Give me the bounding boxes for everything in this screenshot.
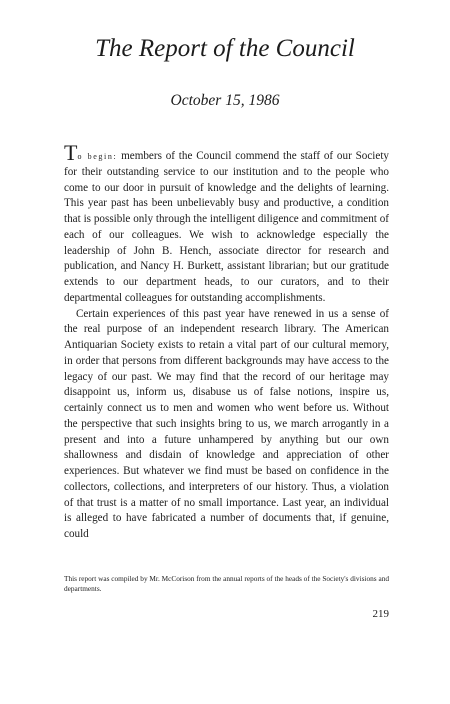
report-title: The Report of the Council: [95, 35, 355, 62]
footnote: This report was compiled by Mr. McCorison from the annual reports of the heads of the Society's divisions and departments.: [64, 574, 389, 593]
lead-in-small-caps: o begin:: [77, 152, 118, 161]
page-number: 219: [372, 608, 389, 620]
drop-cap: T: [64, 140, 78, 165]
report-body: [64, 140, 390, 543]
paragraph-1-text: members of the Council commend the staff of our Society for their outstanding service to our institution and to the people who come to our door in pursuit of knowledge and the delights of learning. This year past has been unbelievably busy and productive, a condition that is possible only through the intelligent diligence and commitment of each of our colleagues. We wish to acknowledge especially the leadership of John B. Hench, associate director for research and publication, and Nancy H. Burkett, assistant librarian; but our gratitude extends to our department heads, to our curators, and to their departmental colleagues for outstanding accomplishments.: [64, 150, 390, 304]
report-date: October 15, 1986: [170, 92, 280, 109]
paragraph-1: [64, 140, 390, 307]
paragraph-2: Certain experiences of this past year have renewed in us a sense of the real purpose of an independent research library. The American Antiquarian Society exists to retain a vital part of our cultural memory, in order that persons from different backgrounds may have access to the legacy of our past. We may find that the record of our heritage may disappoint us, inform us, disabuse us of false notions, inspire us, certainly connect us to men and women who went before us. Without the perspective that such insights bring to us, we march arrogantly in a present and into a future unhampered by anything but our own shallowness and disdain of knowledge and appreciation of other experiences. But whatever we find must be based on confidence in the collectors, collections, and interpreters of our history. Thus, a violation of that trust is a matter of no small importance. Last year, an individual is alleged to have fabricated a number of documents that, if genuine, could: [64, 307, 389, 540]
